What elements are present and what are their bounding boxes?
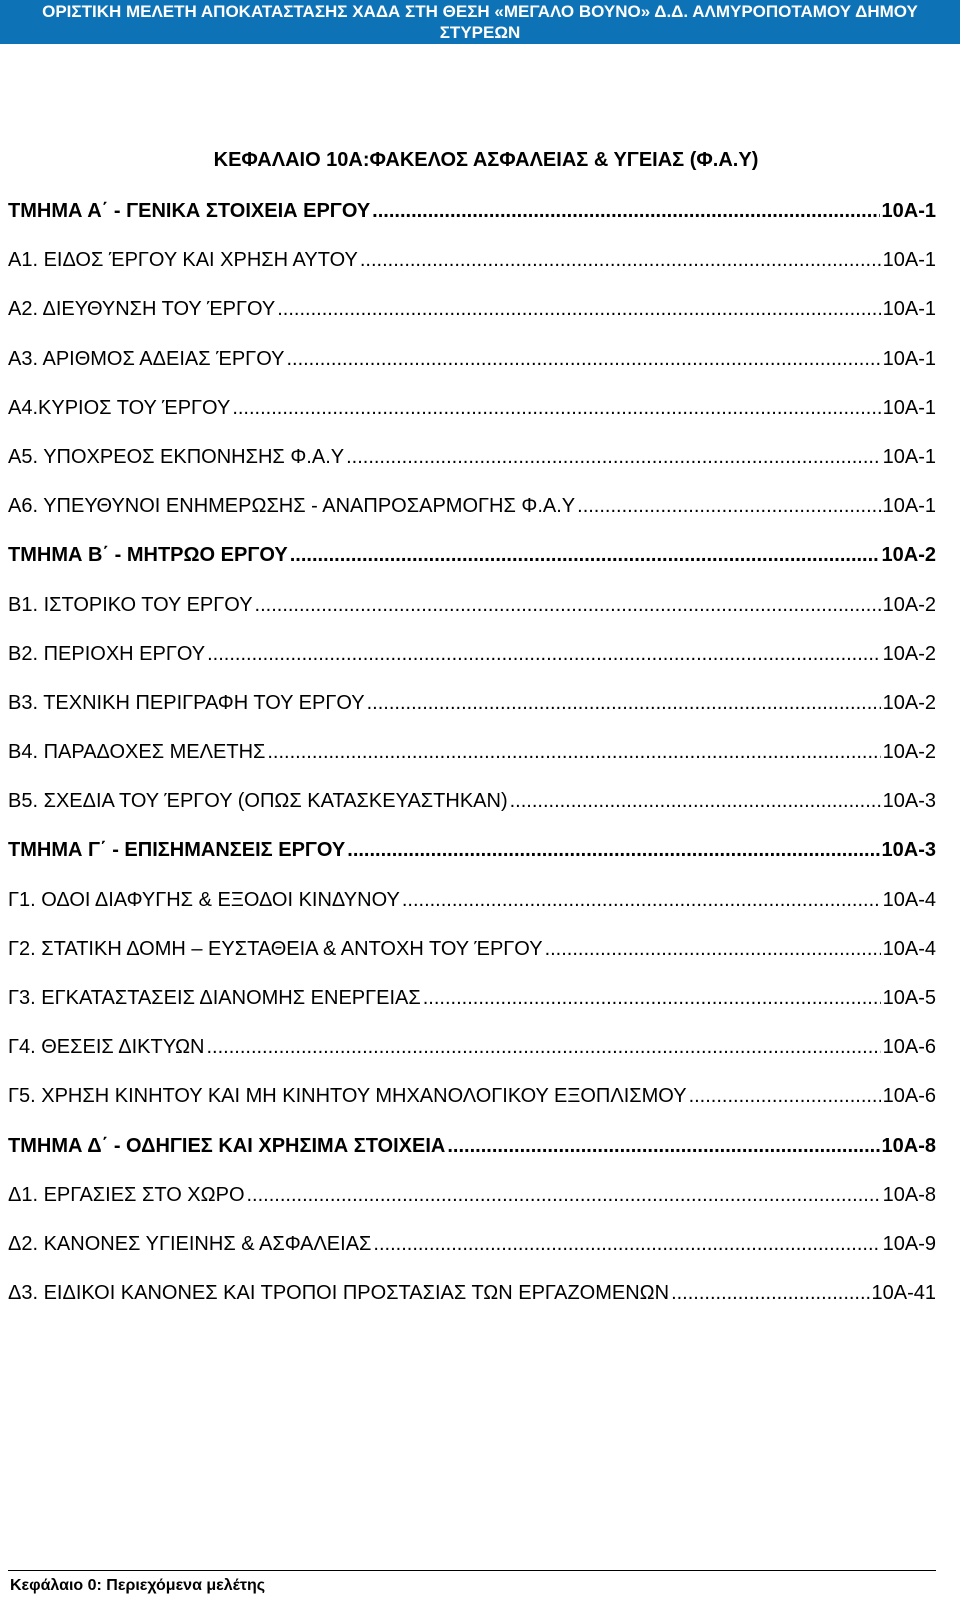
toc-section-entry[interactable]: [8, 1133, 936, 1182]
toc-entry-page-number: 10Α-9: [882, 1232, 936, 1255]
toc-entry[interactable]: [8, 936, 936, 985]
toc-entry-page-number: 10Α-3: [881, 839, 936, 862]
table-of-contents: [8, 198, 936, 1329]
chapter-title: ΚΕΦΑΛΑΙΟ 10Α:ΦΑΚΕΛΟΣ ΑΣΦΑΛΕΙΑΣ & ΥΓΕΙΑΣ (Φ.Α.Υ): [213, 149, 759, 171]
toc-entry-label: Δ3. ΕΙΔΙΚΟΙ ΚΑΝΟΝΕΣ ΚΑΙ ΤΡΟΠΟΙ ΠΡΟΣΤΑΣΙΑΣ ΤΩΝ ΕΡΓΑΖΟΜΕΝΩΝ: [8, 1282, 670, 1305]
toc-entry-page-number: 10Α-2: [882, 741, 936, 764]
toc-entry-label: Δ2. ΚΑΝΟΝΕΣ ΥΓΙΕΙΝΗΣ & ΑΣΦΑΛΕΙΑΣ: [8, 1232, 372, 1255]
toc-dot-leader: [423, 985, 881, 1011]
toc-entry[interactable]: [8, 690, 936, 739]
toc-entry-label: Γ1. ΟΔΟΙ ΔΙΑΦΥΓΗΣ & ΕΞΟΔΟΙ ΚΙΝΔΥΝΟΥ: [8, 888, 400, 911]
toc-entry-label: Β1. ΙΣΤΟΡΙΚΟ ΤΟΥ ΕΡΓΟΥ: [8, 593, 253, 616]
toc-dot-leader: [267, 739, 880, 765]
footer-chapter-label: Κεφάλαιο 0: Περιεχόμενα μελέτης: [10, 1577, 266, 1594]
toc-entry-page-number: 10Α-2: [882, 691, 936, 714]
toc-entry[interactable]: [8, 985, 936, 1034]
toc-dot-leader: [232, 395, 880, 421]
toc-entry-page-number: 10Α-2: [882, 642, 936, 665]
header-title-line-2: ΣΤΥΡΕΩΝ: [439, 23, 521, 42]
toc-entry-page-number: 10Α-1: [882, 347, 936, 370]
toc-entry-label: Β2. ΠΕΡΙΟΧΗ ΕΡΓΟΥ: [8, 642, 206, 665]
toc-entry-page-number: 10Α-41: [871, 1282, 936, 1305]
toc-entry[interactable]: [8, 592, 936, 641]
toc-entry-label: ΤΜΗΜΑ Γ΄ - ΕΠΙΣΗΜΑΝΣΕΙΣ ΕΡΓΟΥ: [8, 839, 346, 862]
toc-entry-page-number: 10Α-4: [882, 888, 936, 911]
toc-entry-label: Γ5. ΧΡΗΣΗ ΚΙΝΗΤΟΥ ΚΑΙ ΜΗ ΚΙΝΗΤΟΥ ΜΗΧΑΝΟΛΟΓΙΚΟΥ ΕΞΟΠΛΙΣΜΟΥ: [8, 1085, 687, 1108]
toc-entry-label: Α1. ΕΙΔΟΣ ΈΡΓΟΥ ΚΑΙ ΧΡΗΣΗ ΑΥΤΟΥ: [8, 249, 358, 272]
toc-dot-leader: [286, 346, 880, 372]
toc-dot-leader: [290, 542, 880, 568]
toc-entry-page-number: 10Α-4: [882, 937, 936, 960]
toc-entry-page-number: 10Α-1: [882, 249, 936, 272]
toc-entry-page-number: 10Α-1: [881, 200, 936, 222]
toc-entry-page-number: 10Α-6: [882, 1085, 936, 1108]
toc-dot-leader: [277, 296, 880, 322]
toc-entry-label: ΤΜΗΜΑ Α΄ - ΓΕΝΙΚΑ ΣΤΟΙΧΕΙΑ ΕΡΓΟΥ: [8, 200, 371, 222]
toc-dot-leader: [347, 837, 879, 863]
toc-entry-label: Γ2. ΣΤΑΤΙΚΗ ΔΟΜΗ – ΕΥΣΤΑΘΕΙΑ & ΑΝΤΟΧΗ ΤΟΥ ΈΡΓΟΥ: [8, 937, 543, 960]
toc-entry-label: Α2. ΔΙΕΥΘΥΝΣΗ ΤΟΥ ΈΡΓΟΥ: [8, 298, 276, 321]
toc-entry-label: ΤΜΗΜΑ Β΄ - ΜΗΤΡΩΟ ΕΡΓΟΥ: [8, 544, 288, 567]
toc-entry[interactable]: [8, 641, 936, 690]
toc-section-entry[interactable]: [8, 198, 936, 247]
toc-entry[interactable]: [8, 493, 936, 542]
toc-entry-page-number: 10Α-2: [882, 593, 936, 616]
toc-entry[interactable]: [8, 395, 936, 444]
toc-entry[interactable]: [8, 788, 936, 837]
toc-dot-leader: [247, 1182, 881, 1208]
toc-dot-leader: [367, 690, 881, 716]
toc-dot-leader: [373, 1231, 880, 1257]
page-header: [0, 0, 960, 44]
footer-divider: [8, 1570, 936, 1571]
toc-dot-leader: [207, 641, 881, 667]
toc-entry-label: Α5. ΥΠΟΧΡΕΟΣ ΕΚΠΟΝΗΣΗΣ Φ.Α.Υ: [8, 445, 345, 468]
toc-entry-page-number: 10Α-1: [882, 445, 936, 468]
toc-dot-leader: [255, 592, 881, 618]
toc-entry[interactable]: [8, 887, 936, 936]
toc-dot-leader: [402, 887, 881, 913]
toc-entry[interactable]: [8, 444, 936, 493]
toc-dot-leader: [447, 1133, 879, 1159]
toc-entry[interactable]: [8, 1182, 936, 1231]
toc-entry[interactable]: [8, 247, 936, 296]
toc-entry[interactable]: [8, 1231, 936, 1280]
toc-entry[interactable]: [8, 346, 936, 395]
toc-entry-page-number: 10Α-1: [882, 298, 936, 321]
toc-entry-page-number: 10Α-8: [881, 1134, 936, 1157]
toc-entry-page-number: 10Α-1: [882, 495, 936, 518]
header-title-line-1: ΟΡΙΣΤΙΚΗ ΜΕΛΕΤΗ ΑΠΟΚΑΤΑΣΤΑΣΗΣ ΧΑΔΑ ΣΤΗ ΘΕΣΗ «ΜΕΓΑΛΟ ΒΟΥΝΟ» Δ.Δ. ΑΛΜΥΡΟΠΟΤΑΜΟΥ ΔΗΜΟΥ: [42, 2, 918, 21]
toc-entry-page-number: 10Α-6: [882, 1036, 936, 1059]
toc-dot-leader: [545, 936, 881, 962]
toc-entry[interactable]: [8, 1280, 936, 1329]
toc-entry-label: Β5. ΣΧΕΔΙΑ ΤΟΥ ΈΡΓΟΥ (ΟΠΩΣ ΚΑΤΑΣΚΕΥΑΣΤΗΚΑΝ): [8, 790, 508, 813]
toc-dot-leader: [671, 1280, 869, 1306]
toc-entry[interactable]: [8, 1083, 936, 1132]
toc-section-entry[interactable]: [8, 837, 936, 886]
toc-dot-leader: [346, 444, 881, 470]
toc-entry-label: Α3. ΑΡΙΘΜΟΣ ΑΔΕΙΑΣ ΈΡΓΟΥ: [8, 347, 285, 370]
toc-dot-leader: [689, 1083, 881, 1109]
toc-entry-page-number: 10Α-2: [881, 544, 936, 567]
toc-dot-leader: [360, 247, 881, 273]
toc-dot-leader: [206, 1034, 880, 1060]
toc-entry-label: ΤΜΗΜΑ Δ΄ - ΟΔΗΓΙΕΣ ΚΑΙ ΧΡΗΣΙΜΑ ΣΤΟΙΧΕΙΑ: [8, 1134, 446, 1157]
toc-entry-page-number: 10Α-8: [882, 1183, 936, 1206]
toc-entry-page-number: 10Α-1: [882, 396, 936, 419]
toc-entry-label: Α6. ΥΠΕΥΘΥΝΟΙ ΕΝΗΜΕΡΩΣΗΣ - ΑΝΑΠΡΟΣΑΡΜΟΓΗΣ Φ.Α.Υ: [8, 495, 576, 518]
toc-entry-label: Β3. ΤΕΧΝΙΚΗ ΠΕΡΙΓΡΑΦΗ ΤΟΥ ΕΡΓΟΥ: [8, 691, 365, 714]
toc-entry-page-number: 10Α-3: [882, 790, 936, 813]
toc-entry[interactable]: [8, 296, 936, 345]
toc-entry-label: Δ1. ΕΡΓΑΣΙΕΣ ΣΤΟ ΧΩΡΟ: [8, 1183, 245, 1206]
toc-entry-label: Γ3. ΕΓΚΑΤΑΣΤΑΣΕΙΣ ΔΙΑΝΟΜΗΣ ΕΝΕΡΓΕΙΑΣ: [8, 987, 421, 1009]
toc-entry-label: Α4.ΚΥΡΙΟΣ ΤΟΥ ΈΡΓΟΥ: [8, 396, 231, 419]
toc-entry-page-number: 10Α-5: [882, 987, 936, 1009]
toc-entry[interactable]: [8, 739, 936, 788]
toc-entry-label: Β4. ΠΑΡΑΔΟΧΕΣ ΜΕΛΕΤΗΣ: [8, 741, 266, 764]
toc-entry[interactable]: [8, 1034, 936, 1083]
toc-section-entry[interactable]: [8, 542, 936, 591]
toc-dot-leader: [510, 788, 881, 814]
toc-entry-label: Γ4. ΘΕΣΕΙΣ ΔΙΚΤΥΩΝ: [8, 1036, 205, 1059]
toc-dot-leader: [577, 493, 880, 519]
toc-dot-leader: [372, 198, 879, 224]
